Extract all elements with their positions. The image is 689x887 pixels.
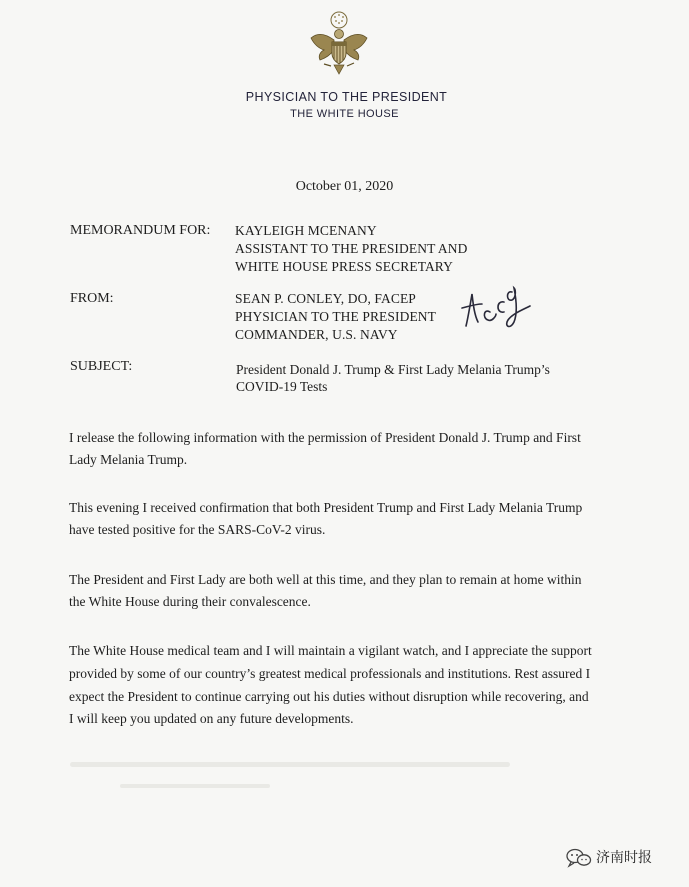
body-line: I will keep you updated on any future developments. — [69, 711, 354, 726]
memo-subject-line: President Donald J. Trump & First Lady Melania Trump’s — [236, 362, 550, 377]
eagle-seal-icon — [304, 10, 374, 80]
bleed-through-mark — [120, 784, 270, 788]
memo-for-line: KAYLEIGH MCENANY — [235, 223, 377, 238]
memo-subject-label: SUBJECT: — [70, 359, 133, 374]
memo-subject-line: COVID-19 Tests — [236, 379, 328, 394]
memo-from-line: COMMANDER, U.S. NAVY — [235, 327, 398, 342]
body-line: This evening I received confirmation that both President Trump and First Lady Melania Trump — [69, 500, 583, 515]
memo-for-label: MEMORANDUM FOR: — [70, 223, 211, 238]
handwritten-signature — [456, 282, 534, 334]
body-line: expect the President to continue carrying out his duties without disruption while recovering, and — [69, 689, 589, 704]
body-line: The White House medical team and I will maintain a vigilant watch, and I appreciate the support — [69, 643, 592, 658]
memo-from-line: SEAN P. CONLEY, DO, FACEP — [235, 291, 416, 306]
body-line: have tested positive for the SARS-CoV-2 virus. — [69, 522, 326, 537]
body-line: I release the following information with the permission of President Donald J. Trump and First — [69, 430, 581, 445]
memo-for-line: ASSISTANT TO THE PRESIDENT AND — [235, 241, 468, 256]
memo-from-label: FROM: — [70, 291, 114, 306]
memo-date: October 01, 2020 — [295, 179, 394, 194]
body-line: the White House during their convalescence. — [69, 594, 311, 609]
body-line: Lady Melania Trump. — [69, 452, 188, 467]
watermark-text: 济南时报 — [596, 850, 652, 866]
memo-for-line: WHITE HOUSE PRESS SECRETARY — [235, 259, 454, 274]
memo-from-line: PHYSICIAN TO THE PRESIDENT — [235, 309, 436, 324]
body-line: provided by some of our country’s greatest medical professionals and institutions. Rest assured I — [69, 666, 591, 681]
bleed-through-mark — [70, 762, 510, 767]
letterhead-house: THE WHITE HOUSE — [290, 108, 399, 120]
letterhead-office: PHYSICIAN TO THE PRESIDENT — [245, 90, 448, 104]
body-line: The President and First Lady are both well at this time, and they plan to remain at home within — [69, 572, 582, 587]
